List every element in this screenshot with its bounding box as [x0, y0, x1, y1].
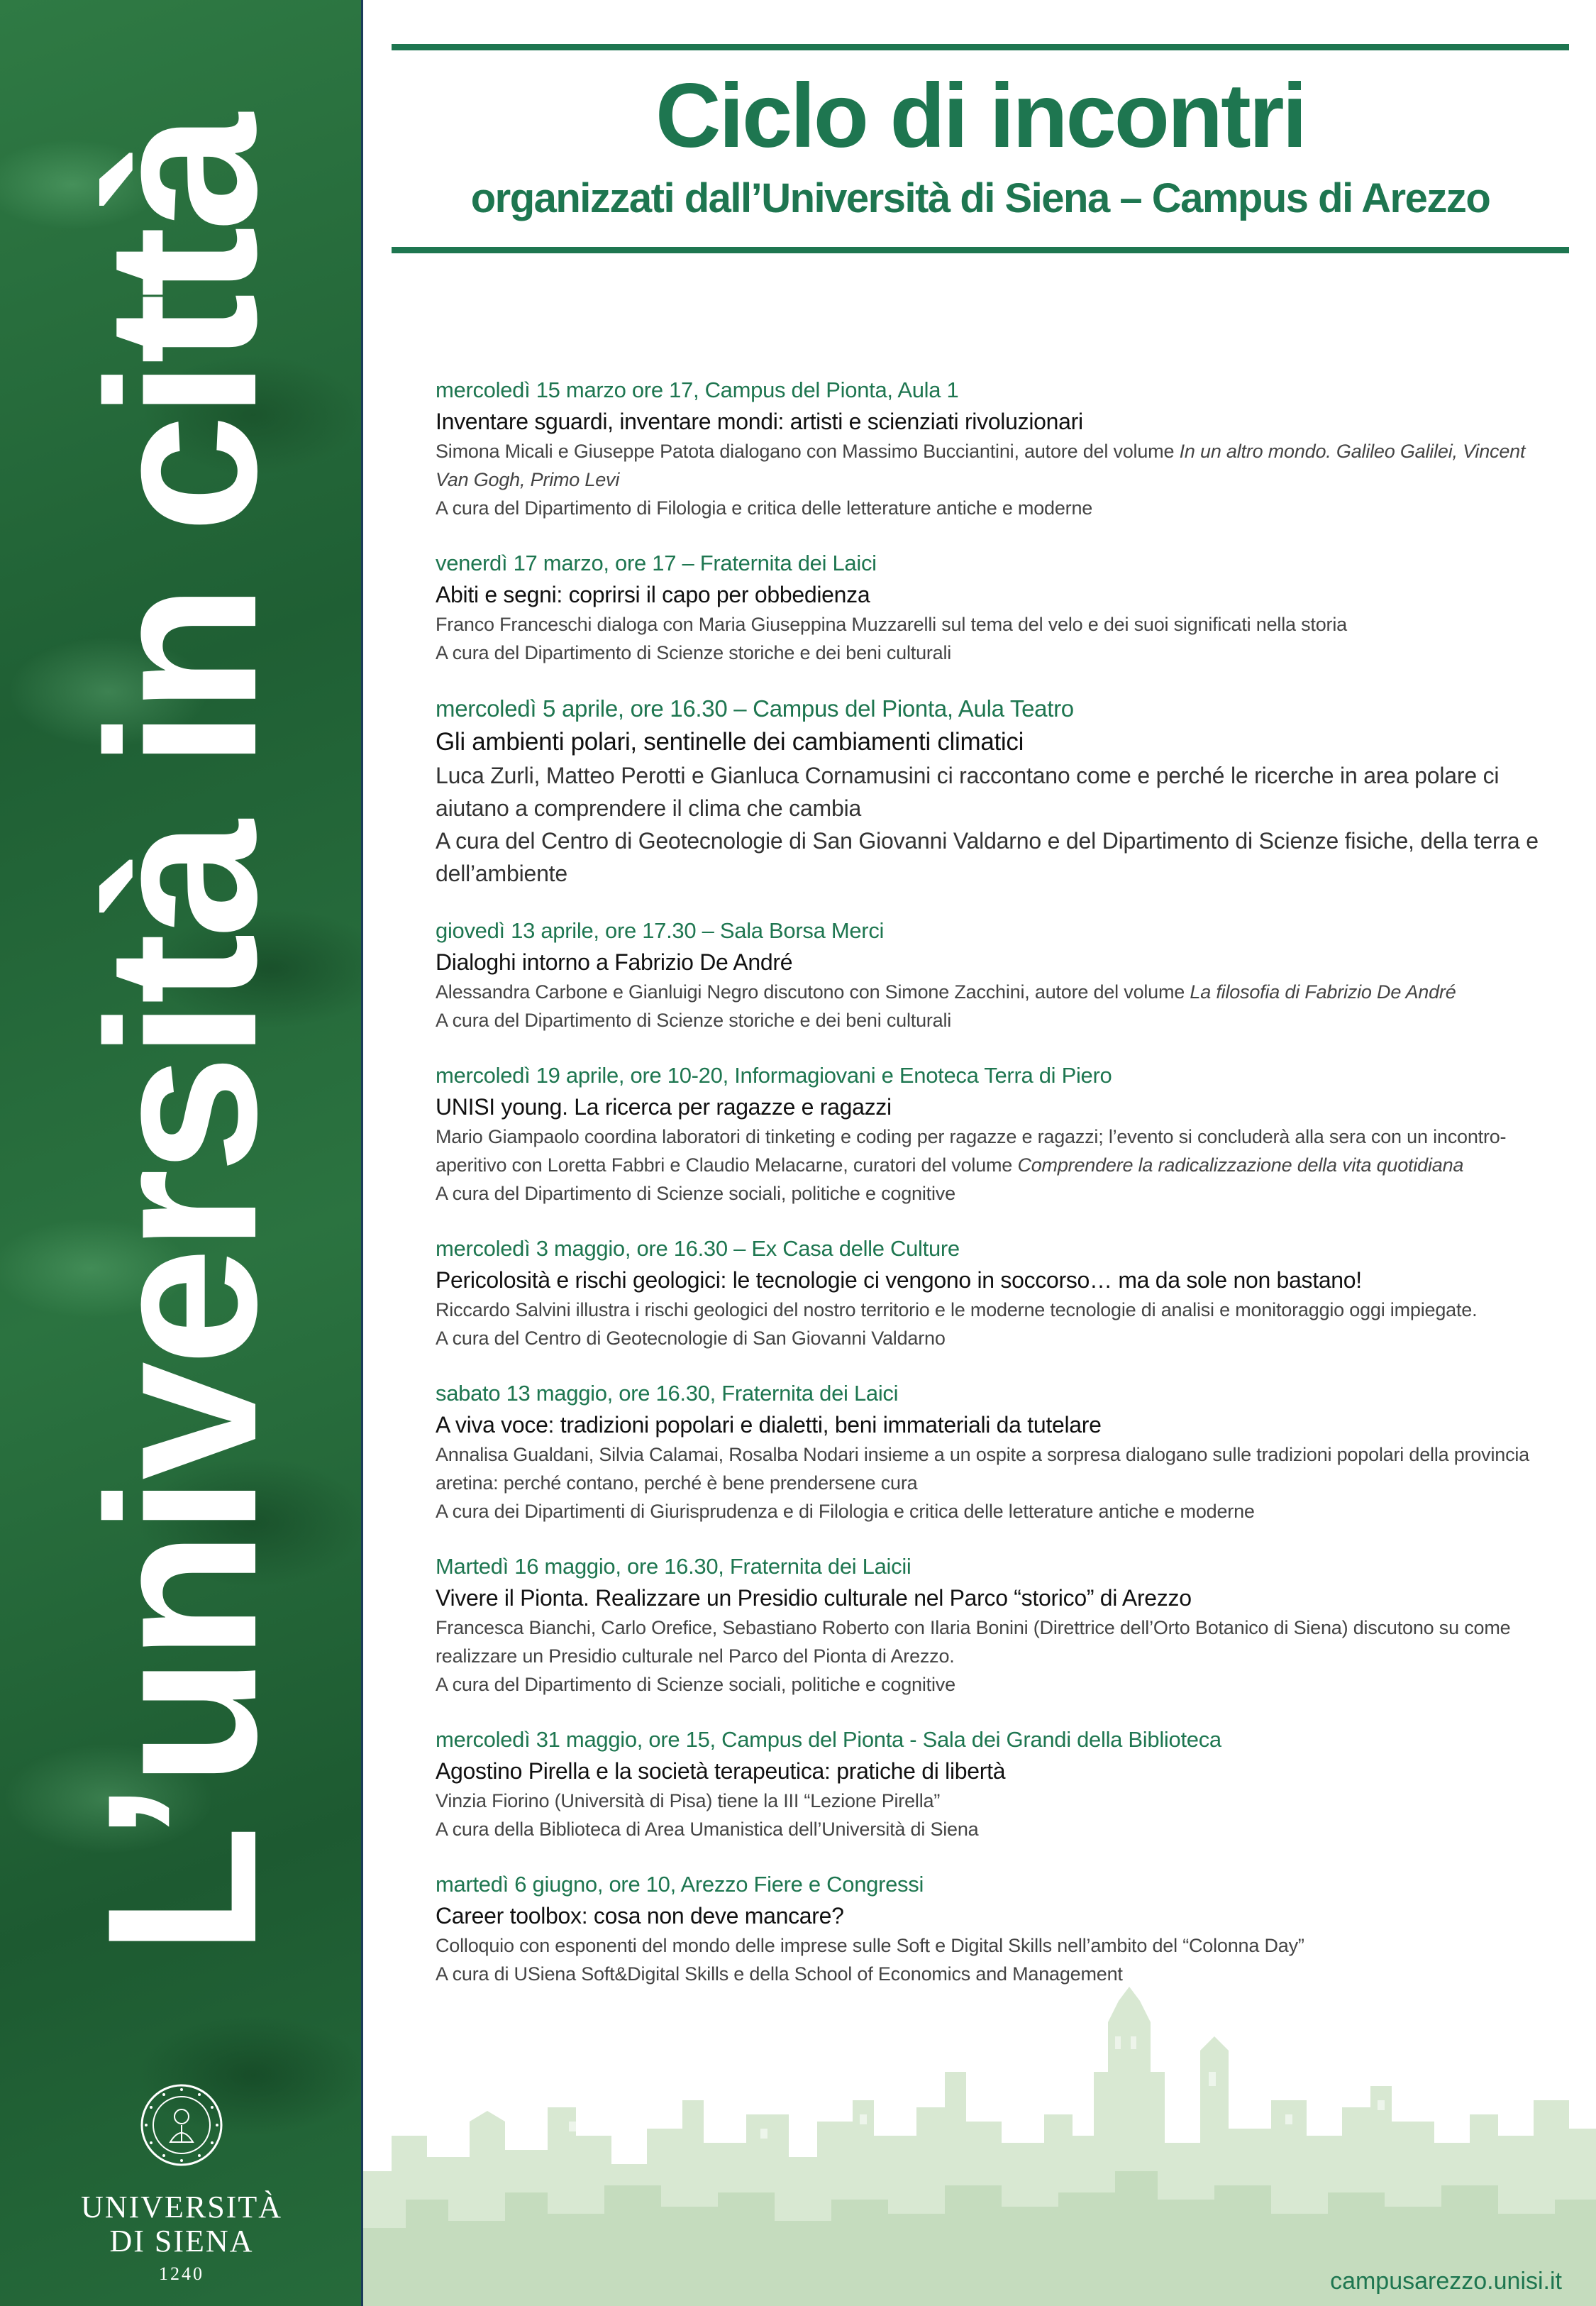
- event-item: [436, 915, 1542, 1035]
- event-title: UNISI young. La ricerca per ragazze e ragazzi: [436, 1094, 892, 1120]
- event-book-title: Comprendere la radicalizzazione della vita quotidiana: [1017, 1154, 1464, 1176]
- event-title: Dialoghi intorno a Fabrizio De André: [436, 949, 793, 975]
- event-item: [436, 693, 1542, 890]
- event-description: [436, 437, 1542, 494]
- event-date: giovedì 13 aprile, ore 17.30 – Sala Borsa Merci: [436, 918, 885, 943]
- event-date: mercoledì 5 aprile, ore 16.30 – Campus del Pionta, Aula Teatro: [436, 695, 1074, 722]
- event-description: Colloquio con esponenti del mondo delle imprese sulle Soft e Digital Skills nell’ambito del “Colonna Day”: [436, 1935, 1304, 1956]
- event-date: mercoledì 19 aprile, ore 10-20, Informagiovani e Enoteca Terra di Piero: [436, 1063, 1112, 1088]
- event-item: [436, 1869, 1542, 1988]
- university-name-line2: DI SIENA: [109, 2224, 254, 2258]
- event-date: mercoledì 3 maggio, ore 16.30 – Ex Casa delle Culture: [436, 1236, 960, 1261]
- event-date: venerdì 17 marzo, ore 17 – Fraternita dei Laici: [436, 551, 877, 575]
- event-title: Inventare sguardi, inventare mondi: artisti e scienziati rivoluzionari: [436, 409, 1083, 434]
- event-description-text: Alessandra Carbone e Gianluigi Negro discutono con Simone Zacchini, autore del volume: [436, 981, 1190, 1003]
- university-founding-year: 1240: [159, 2263, 204, 2284]
- event-organizer: A cura del Dipartimento di Scienze sociali, politiche e cognitive: [436, 1183, 955, 1204]
- event-description: [436, 978, 1542, 1006]
- university-name-line1: UNIVERSITÀ: [81, 2190, 282, 2224]
- university-seal-icon: [139, 2082, 224, 2168]
- event-organizer: A cura della Biblioteca di Area Umanistica dell’Università di Siena: [436, 1819, 979, 1840]
- event-organizer: A cura di USiena Soft&Digital Skills e della School of Economics and Management: [436, 1963, 1123, 1985]
- event-description: Riccardo Salvini illustra i rischi geologici del nostro territorio e le moderne tecnologie di analisi e monitoraggio oggi impiegate.: [436, 1299, 1478, 1320]
- page-title: Ciclo di incontri: [655, 65, 1306, 167]
- event-title: Abiti e segni: coprirsi il capo per obbedienza: [436, 582, 870, 607]
- event-description: Franco Franceschi dialoga con Maria Giuseppina Muzzarelli sul tema del velo e dei suoi significati nella storia: [436, 614, 1347, 635]
- event-item: [436, 1551, 1542, 1699]
- event-date: martedì 6 giugno, ore 10, Arezzo Fiere e Congressi: [436, 1872, 924, 1897]
- event-organizer: A cura del Dipartimento di Scienze storiche e dei beni culturali: [436, 642, 952, 663]
- website-link[interactable]: campusarezzo.unisi.it: [1330, 2268, 1562, 2295]
- header-top-rule: [392, 44, 1569, 50]
- event-organizer: A cura del Centro di Geotecnologie di San Giovanni Valdarno: [436, 1328, 946, 1349]
- event-item: [436, 375, 1542, 522]
- event-date: mercoledì 31 maggio, ore 15, Campus del Pionta - Sala dei Grandi della Biblioteca: [436, 1727, 1221, 1752]
- event-item: [436, 1233, 1542, 1352]
- event-organizer: A cura del Dipartimento di Filologia e critica delle letterature antiche e moderne: [436, 497, 1093, 519]
- event-item: [436, 1378, 1542, 1526]
- event-description-text: Mario Giampaolo coordina laboratori di tinketing e coding per ragazze e ragazzi; l’evento si concluderà alla sera con un incontro-aperitivo con Loretta Fabbri e Claudio Melacarne, curatori del volume: [436, 1126, 1507, 1176]
- event-book-title: In un altro mondo. Galileo Galilei, Vincent Van Gogh, Primo Levi: [436, 441, 1526, 490]
- header-bottom-rule: [392, 247, 1569, 253]
- event-description: Vinzia Fiorino (Università di Pisa) tiene la III “Lezione Pirella”: [436, 1790, 941, 1811]
- event-date: mercoledì 15 marzo ore 17, Campus del Pionta, Aula 1: [436, 377, 959, 402]
- event-description: Francesca Bianchi, Carlo Orefice, Sebastiano Roberto con Ilaria Bonini (Direttrice dell’Orto Botanico di Siena) discutono su come realizzare un Presidio culturale nel Parco del Pionta di Arezzo.: [436, 1617, 1511, 1667]
- event-date: Martedì 16 maggio, ore 16.30, Fraternita dei Laicii: [436, 1554, 911, 1579]
- events-list: [436, 375, 1542, 2014]
- event-item: [436, 1060, 1542, 1208]
- event-organizer: A cura del Dipartimento di Scienze sociali, politiche e cognitive: [436, 1674, 955, 1695]
- event-title: Career toolbox: cosa non deve mancare?: [436, 1903, 844, 1929]
- event-item: [436, 1724, 1542, 1843]
- event-title: Vivere il Pionta. Realizzare un Presidio culturale nel Parco “storico” di Arezzo: [436, 1585, 1192, 1611]
- event-organizer: A cura del Centro di Geotecnologie di San Giovanni Valdarno e del Dipartimento di Scienze fisiche, della terra e dell’ambiente: [436, 828, 1539, 886]
- event-title: Agostino Pirella e la società terapeutica: pratiche di libertà: [436, 1758, 1006, 1784]
- event-item: [436, 548, 1542, 667]
- sidebar-banner: [0, 0, 363, 2306]
- event-date: sabato 13 maggio, ore 16.30, Fraternita dei Laici: [436, 1381, 899, 1406]
- event-book-title: La filosofia di Fabrizio De André: [1190, 981, 1456, 1003]
- event-description: Annalisa Gualdani, Silvia Calamai, Rosalba Nodari insieme a un ospite a sorpresa dialogano sulle tradizioni popolari della provincia aretina: perché contano, perché è bene prendersene cura: [436, 1444, 1529, 1494]
- vertical-title: L’università in città: [62, 116, 301, 1955]
- event-description-text: Simona Micali e Giuseppe Patota dialogano con Massimo Bucciantini, autore del volume: [436, 441, 1180, 462]
- event-description: [436, 1122, 1542, 1179]
- event-organizer: A cura del Dipartimento di Scienze storiche e dei beni culturali: [436, 1010, 952, 1031]
- event-description: Luca Zurli, Matteo Perotti e Gianluca Cornamusini ci raccontano come e perché le ricerche in area polare ci aiutano a comprendere il clima che cambia: [436, 763, 1500, 821]
- event-organizer: A cura dei Dipartimenti di Giurisprudenza e di Filologia e critica delle letterature antiche e moderne: [436, 1501, 1255, 1522]
- event-title: A viva voce: tradizioni popolari e dialetti, beni immateriali da tutelare: [436, 1412, 1102, 1438]
- event-title: Gli ambienti polari, sentinelle dei cambiamenti climatici: [436, 728, 1024, 756]
- page-subtitle: organizzati dall’Università di Siena – Campus di Arezzo: [470, 175, 1490, 221]
- event-title: Pericolosità e rischi geologici: le tecnologie ci vengono in soccorso… ma da sole non bastano!: [436, 1267, 1362, 1293]
